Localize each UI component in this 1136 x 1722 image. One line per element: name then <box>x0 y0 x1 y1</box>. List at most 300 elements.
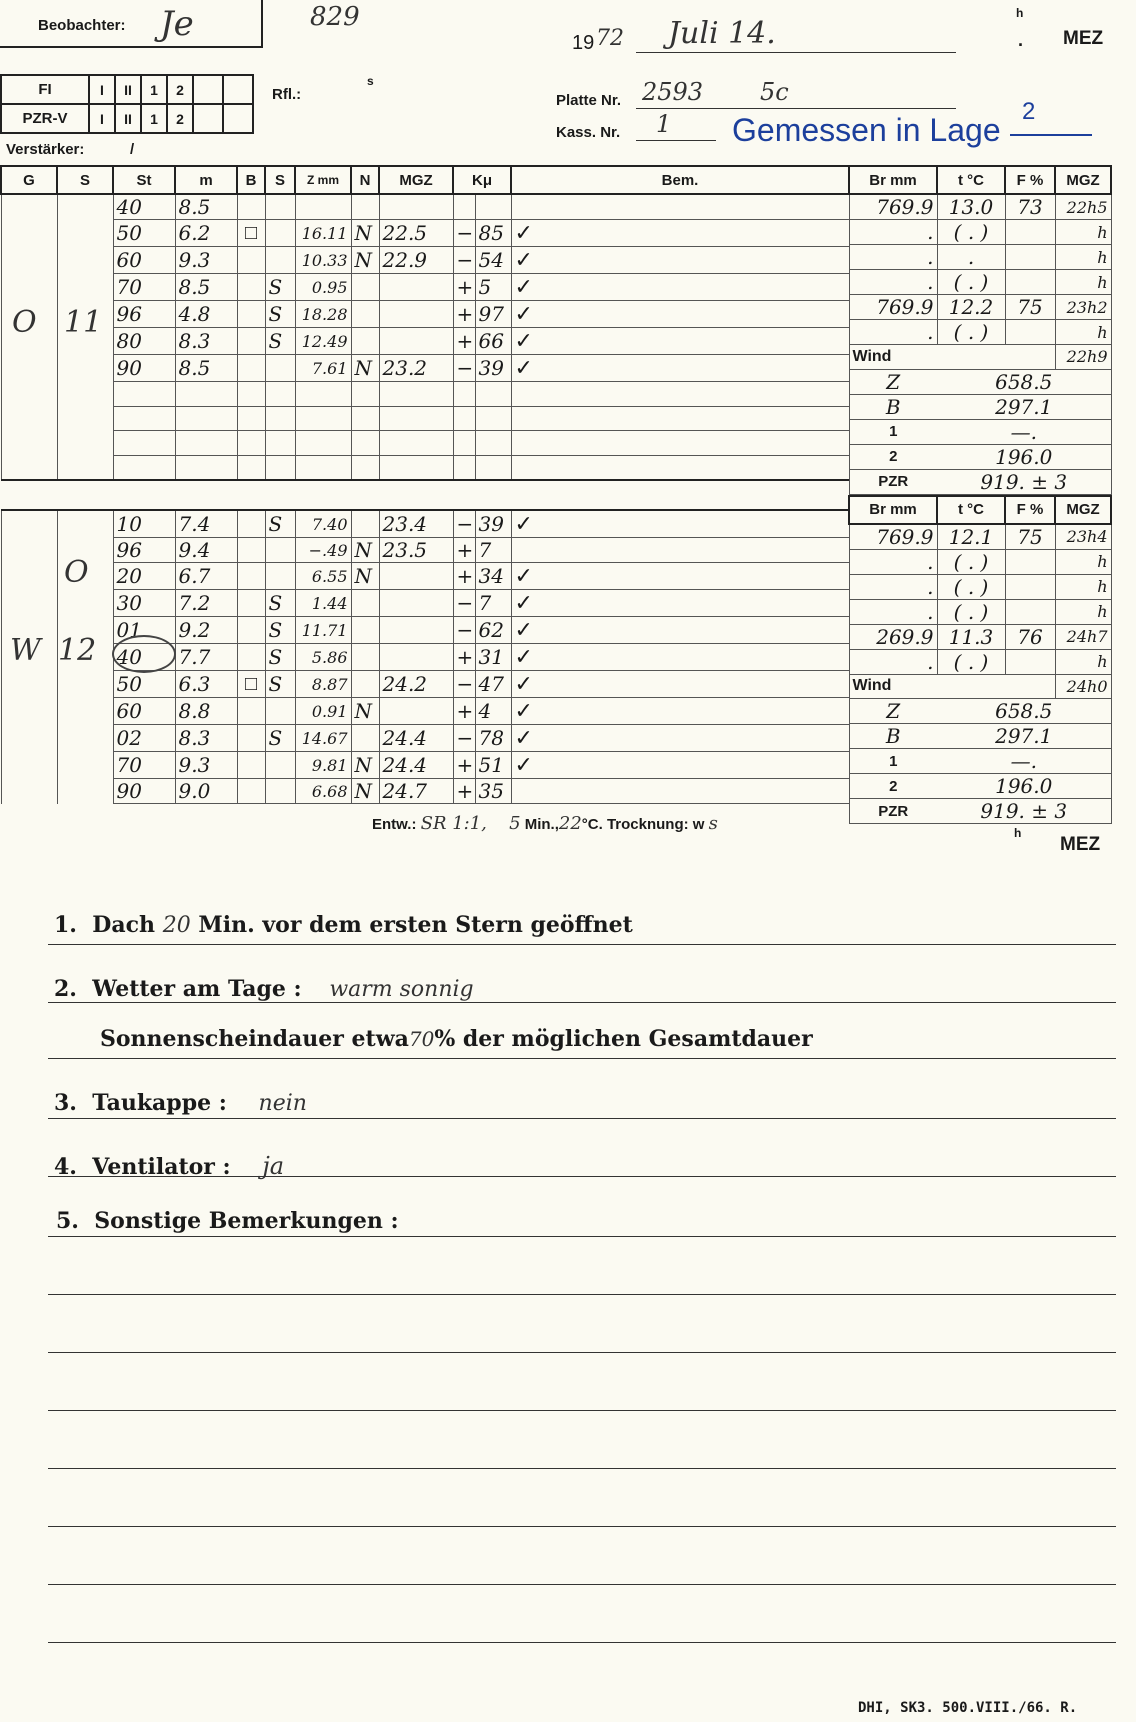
platte-line <box>636 108 956 109</box>
s2-cell: S <box>265 274 295 301</box>
fi-cell: 2 <box>167 75 193 104</box>
b-cell <box>237 355 265 382</box>
b-row-value: 297.1 <box>937 394 1111 419</box>
entw-temp: 22 <box>558 813 582 834</box>
k-sign-cell: − <box>453 510 475 538</box>
n-cell: N <box>351 563 379 590</box>
side-mgz-cell: h <box>1055 649 1111 674</box>
mgz-cell: 23.2 <box>379 355 453 382</box>
k-value-cell: 54 <box>475 247 511 274</box>
k-value-cell: 51 <box>475 752 511 779</box>
s2-cell <box>265 538 295 563</box>
f-cell: 75 <box>1005 524 1055 550</box>
s2-cell: S <box>265 671 295 698</box>
z-cell: 0.95 <box>295 274 351 301</box>
s-cell <box>57 274 113 301</box>
k-value-cell: 34 <box>475 563 511 590</box>
t-cell: ( . ) <box>937 649 1005 674</box>
f-cell <box>1005 574 1055 599</box>
bem-cell: ✓ <box>511 617 849 644</box>
remarks-line <box>48 1410 1116 1411</box>
m-cell: 7.2 <box>175 590 237 617</box>
bem-cell: ✓ <box>511 644 849 671</box>
b-cell <box>237 779 265 804</box>
st-cell <box>113 382 175 407</box>
s2-cell <box>265 779 295 804</box>
bem-cell <box>511 406 849 431</box>
side-mgz-cell: h <box>1055 245 1111 270</box>
group1-g: O <box>12 305 37 340</box>
k-sign-cell: − <box>453 355 475 382</box>
br-cell: . <box>849 270 937 295</box>
m-cell: 9.2 <box>175 617 237 644</box>
g-cell <box>1 194 57 220</box>
z-cell: 10.33 <box>295 247 351 274</box>
s2-cell: S <box>265 617 295 644</box>
table-row <box>1 328 849 355</box>
z-cell <box>295 382 351 407</box>
n-cell <box>351 644 379 671</box>
m-cell: 6.7 <box>175 563 237 590</box>
question-line <box>48 1058 1116 1059</box>
f-cell <box>1005 320 1055 345</box>
pzr-label: PZR-V <box>1 104 89 133</box>
m-cell <box>175 382 237 407</box>
measured-stamp-value: 2 <box>1022 98 1036 125</box>
fi-cell: 1 <box>141 75 167 104</box>
wind-mgz: 22h9 <box>1055 345 1111 370</box>
hour-mark: h <box>1016 6 1024 20</box>
side-mgz-cell: 22h5 <box>1055 194 1111 220</box>
t-cell: 11.3 <box>937 624 1005 649</box>
br-cell: . <box>849 220 937 245</box>
mgz-cell <box>379 617 453 644</box>
question-line <box>48 1002 1116 1003</box>
k-value-cell: 7 <box>475 538 511 563</box>
table-row <box>1 752 849 779</box>
mez-label: MEZ <box>1063 28 1104 49</box>
remarks-line <box>48 1352 1116 1353</box>
k-value-cell: 66 <box>475 328 511 355</box>
n-cell <box>351 590 379 617</box>
table-row <box>1 301 849 328</box>
pzr-cell: 2 <box>167 104 193 133</box>
observer-label: Beobachter: <box>38 17 126 34</box>
mgz-cell <box>379 698 453 725</box>
bem-cell: ✓ <box>511 725 849 752</box>
mgz-cell: 24.2 <box>379 671 453 698</box>
b-cell <box>237 617 265 644</box>
bem-cell: ✓ <box>511 510 849 538</box>
k-sign-cell: + <box>453 698 475 725</box>
side-mgz-cell: h <box>1055 270 1111 295</box>
bem-cell: ✓ <box>511 355 849 382</box>
question-answer: warm sonnig <box>329 977 474 1002</box>
z-cell: 8.87 <box>295 671 351 698</box>
side-row <box>849 194 1111 220</box>
side-col-f: F % <box>1005 496 1055 524</box>
st-cell: 40 <box>113 194 175 220</box>
seconds-mark: s <box>367 74 374 88</box>
side-mgz-cell: 23h4 <box>1055 524 1111 550</box>
col-s2: S <box>265 166 295 194</box>
mgz-cell: 24.4 <box>379 725 453 752</box>
verstaerker-label: Verstärker: <box>6 141 85 158</box>
question-3 <box>54 1090 307 1116</box>
col-mgz: MGZ <box>379 166 453 194</box>
t-cell: . <box>937 245 1005 270</box>
st-cell: 96 <box>113 538 175 563</box>
br-cell: . <box>849 574 937 599</box>
k-value-cell: 85 <box>475 220 511 247</box>
s2-cell <box>265 355 295 382</box>
st-cell: 70 <box>113 752 175 779</box>
group1-body <box>1 194 849 480</box>
mgz-cell: 22.9 <box>379 247 453 274</box>
mgz-cell <box>379 406 453 431</box>
z-row-label: Z <box>849 699 937 724</box>
st-cell: 80 <box>113 328 175 355</box>
k-sign-cell: + <box>453 779 475 804</box>
table-row <box>1 406 849 431</box>
b-cell: □ <box>237 220 265 247</box>
g-cell <box>1 274 57 301</box>
fi-cell: I <box>89 75 115 104</box>
b-cell <box>237 382 265 407</box>
pzr-row-label: PZR <box>849 469 937 494</box>
n-cell <box>351 431 379 456</box>
f-cell <box>1005 649 1055 674</box>
observation-table-area <box>0 165 848 834</box>
k-value-cell: 5 <box>475 274 511 301</box>
z-row-value: 658.5 <box>937 699 1111 724</box>
side-row <box>849 524 1111 550</box>
side-row <box>849 574 1111 599</box>
n-cell: N <box>351 355 379 382</box>
mgz-cell <box>379 194 453 220</box>
mgz-cell <box>379 301 453 328</box>
fi-cell: II <box>115 75 141 104</box>
s-cell <box>57 510 113 538</box>
g-cell <box>1 671 57 698</box>
m-cell <box>175 455 237 480</box>
pzr-row <box>849 799 1111 824</box>
side-col-br: Br mm <box>849 166 937 194</box>
platte-label: Platte Nr. <box>556 92 622 109</box>
pzr-cell: I <box>89 104 115 133</box>
k-sign-cell: + <box>453 563 475 590</box>
bem-cell <box>511 194 849 220</box>
mgz-cell <box>379 563 453 590</box>
measured-stamp: Gemessen in Lage <box>732 112 1001 148</box>
circled-star-mark <box>112 635 176 673</box>
mgz-cell: 24.7 <box>379 779 453 804</box>
col-bem: Bem. <box>511 166 849 194</box>
table-row <box>1 382 849 407</box>
wind-row <box>849 674 1111 699</box>
question-5 <box>56 1208 399 1234</box>
side-row <box>849 320 1111 345</box>
mgz-cell <box>379 431 453 456</box>
question-text: Wetter am Tage : <box>92 976 302 1002</box>
question-text: Sonstige Bemerkungen : <box>94 1208 399 1234</box>
side-mgz-cell: h <box>1055 320 1111 345</box>
n-cell: N <box>351 247 379 274</box>
n-cell <box>351 328 379 355</box>
br-cell: 769.9 <box>849 524 937 550</box>
col-b: B <box>237 166 265 194</box>
z-cell: 12.49 <box>295 328 351 355</box>
b-row-label: B <box>849 394 937 419</box>
z-cell <box>295 431 351 456</box>
st-cell: 20 <box>113 563 175 590</box>
k-sign-cell: + <box>453 274 475 301</box>
g-cell <box>1 752 57 779</box>
s-cell <box>57 382 113 407</box>
question-num: 5. <box>56 1208 79 1234</box>
mgz-cell <box>379 590 453 617</box>
bem-cell: ✓ <box>511 247 849 274</box>
side-panel <box>848 165 1110 858</box>
mgz-cell: 22.5 <box>379 220 453 247</box>
table-row <box>1 455 849 480</box>
z-cell: 18.28 <box>295 301 351 328</box>
side-bottom <box>848 824 1110 858</box>
s2-cell <box>265 752 295 779</box>
k-value-cell: 39 <box>475 510 511 538</box>
form-footer-code: DHI, SK3. 500.VIII./66. R. <box>858 1700 1078 1716</box>
fi-cell-empty <box>193 75 223 104</box>
z-cell <box>295 455 351 480</box>
t-cell: 12.2 <box>937 295 1005 320</box>
b-cell <box>237 725 265 752</box>
m-cell: 8.8 <box>175 698 237 725</box>
kass-value: 1 <box>656 110 672 138</box>
table-row <box>1 355 849 382</box>
s-cell <box>57 247 113 274</box>
k-sign-cell: − <box>453 590 475 617</box>
b-cell <box>237 406 265 431</box>
mgz-cell <box>379 455 453 480</box>
b-cell <box>237 274 265 301</box>
b-row <box>849 394 1111 419</box>
col-k: Kμ <box>453 166 511 194</box>
l2-row-label: 2 <box>849 444 937 469</box>
group2-g: W <box>10 633 41 668</box>
bem-cell <box>511 538 849 563</box>
st-cell: 90 <box>113 355 175 382</box>
l1-row-label: 1 <box>849 419 937 444</box>
br-cell: . <box>849 599 937 624</box>
bem-cell: ✓ <box>511 301 849 328</box>
t-cell: 12.1 <box>937 524 1005 550</box>
bem-cell: ✓ <box>511 220 849 247</box>
g-cell <box>1 355 57 382</box>
n-cell: N <box>351 220 379 247</box>
g-cell <box>1 406 57 431</box>
z-cell: 11.71 <box>295 617 351 644</box>
l2-row-value: 196.0 <box>937 444 1111 469</box>
k-sign-cell: + <box>453 644 475 671</box>
remarks-line <box>48 1584 1116 1585</box>
b-row-label: B <box>849 724 937 749</box>
br-cell: . <box>849 549 937 574</box>
b-cell <box>237 538 265 563</box>
st-cell: 90 <box>113 779 175 804</box>
fi-label: FI <box>1 75 89 104</box>
b-cell <box>237 510 265 538</box>
entw-label: Entw.: <box>372 816 417 833</box>
br-cell: . <box>849 245 937 270</box>
br-cell: 769.9 <box>849 194 937 220</box>
question-text: Sonnenscheindauer etwa <box>100 1026 409 1052</box>
k-sign-cell: − <box>453 725 475 752</box>
l2-row-value: 196.0 <box>937 774 1111 799</box>
st-cell <box>113 431 175 456</box>
l1-row-value: —. <box>937 749 1111 774</box>
table-row <box>1 274 849 301</box>
side-row <box>849 220 1111 245</box>
entw-line <box>372 813 718 834</box>
b-cell <box>237 328 265 355</box>
g-cell <box>1 563 57 590</box>
z-cell: 1.44 <box>295 590 351 617</box>
m-cell: 9.0 <box>175 779 237 804</box>
question-2b <box>100 1026 813 1052</box>
br-cell: . <box>849 649 937 674</box>
k-sign-cell <box>453 194 475 220</box>
kass-line <box>636 140 716 141</box>
k-value-cell: 97 <box>475 301 511 328</box>
side-row <box>849 649 1111 674</box>
n-cell: N <box>351 538 379 563</box>
rfl-label: Rfl.: <box>272 86 302 103</box>
s-cell <box>57 671 113 698</box>
k-sign-cell: + <box>453 538 475 563</box>
remarks-line <box>48 1526 1116 1527</box>
wind-row <box>849 345 1111 370</box>
fi-cell-empty <box>223 75 253 104</box>
col-g: G <box>1 166 57 194</box>
side-header-2 <box>849 496 1111 524</box>
k-value-cell: 78 <box>475 725 511 752</box>
br-cell: 269.9 <box>849 624 937 649</box>
b-cell <box>237 563 265 590</box>
question-text-tail: Min. vor dem ersten Stern geöffnet <box>198 912 633 938</box>
m-cell: 4.8 <box>175 301 237 328</box>
b-cell <box>237 247 265 274</box>
l2-row <box>849 774 1111 799</box>
question-text: Taukappe : <box>92 1090 227 1116</box>
k-sign-cell: + <box>453 328 475 355</box>
remarks-line <box>48 1294 1116 1295</box>
f-cell: 75 <box>1005 295 1055 320</box>
mgz-cell <box>379 644 453 671</box>
z-cell: 7.40 <box>295 510 351 538</box>
year-suffix: 72 <box>596 26 624 51</box>
verstaerker-value: / <box>130 141 135 158</box>
s-cell <box>57 698 113 725</box>
s-cell <box>57 455 113 480</box>
l1-row <box>849 749 1111 774</box>
group2-s-top: O <box>64 555 89 590</box>
bem-cell <box>511 779 849 804</box>
pzr-cell-empty <box>193 104 223 133</box>
table-row <box>1 220 849 247</box>
remarks-line <box>48 1468 1116 1469</box>
m-cell: 8.5 <box>175 355 237 382</box>
z-cell <box>295 406 351 431</box>
k-value-cell <box>475 194 511 220</box>
b-cell: □ <box>237 671 265 698</box>
question-num: 4. <box>54 1154 77 1180</box>
n-cell <box>351 725 379 752</box>
m-cell: 8.5 <box>175 194 237 220</box>
table-row <box>1 563 849 590</box>
st-cell: 10 <box>113 510 175 538</box>
st-cell: 02 <box>113 725 175 752</box>
mgz-cell <box>379 274 453 301</box>
f-cell <box>1005 270 1055 295</box>
pzr-row-label: PZR <box>849 799 937 824</box>
pzr-cell: 1 <box>141 104 167 133</box>
bem-cell: ✓ <box>511 274 849 301</box>
date-value: Juli 14. <box>668 16 776 51</box>
z-cell: 6.68 <box>295 779 351 804</box>
b-cell <box>237 590 265 617</box>
kass-label: Kass. Nr. <box>556 124 621 141</box>
k-sign-cell: + <box>453 301 475 328</box>
g-cell <box>1 725 57 752</box>
l2-row <box>849 444 1111 469</box>
pzr-row-value: 919. ± 3 <box>937 469 1111 494</box>
question-line <box>48 1118 1116 1119</box>
group-separator <box>1 480 849 510</box>
f-cell <box>1005 245 1055 270</box>
side1-body <box>849 194 1111 494</box>
st-cell: 40 <box>113 644 175 671</box>
s-cell <box>57 406 113 431</box>
k-value-cell <box>475 455 511 480</box>
bem-cell: ✓ <box>511 563 849 590</box>
b-cell <box>237 194 265 220</box>
s-cell <box>57 220 113 247</box>
st-cell <box>113 455 175 480</box>
st-cell: 01 <box>113 617 175 644</box>
g-cell <box>1 510 57 538</box>
z-cell <box>295 194 351 220</box>
stamp-underline <box>1010 134 1092 136</box>
l2-row-label: 2 <box>849 774 937 799</box>
f-cell <box>1005 549 1055 574</box>
pzr-cell: II <box>115 104 141 133</box>
s2-cell <box>265 247 295 274</box>
time-dot: . <box>1018 30 1024 50</box>
m-cell: 6.3 <box>175 671 237 698</box>
m-cell: 9.4 <box>175 538 237 563</box>
observer-value: Je <box>160 4 194 44</box>
z-row <box>849 699 1111 724</box>
wind-mgz: 24h0 <box>1055 674 1111 699</box>
question-text: Dach <box>92 912 156 938</box>
year-prefix: 19 <box>572 32 595 54</box>
n-cell <box>351 510 379 538</box>
s2-cell <box>265 455 295 480</box>
side-mgz-cell: 23h2 <box>1055 295 1111 320</box>
question-line <box>48 1236 1116 1237</box>
side-col-f: F % <box>1005 166 1055 194</box>
bem-cell: ✓ <box>511 752 849 779</box>
